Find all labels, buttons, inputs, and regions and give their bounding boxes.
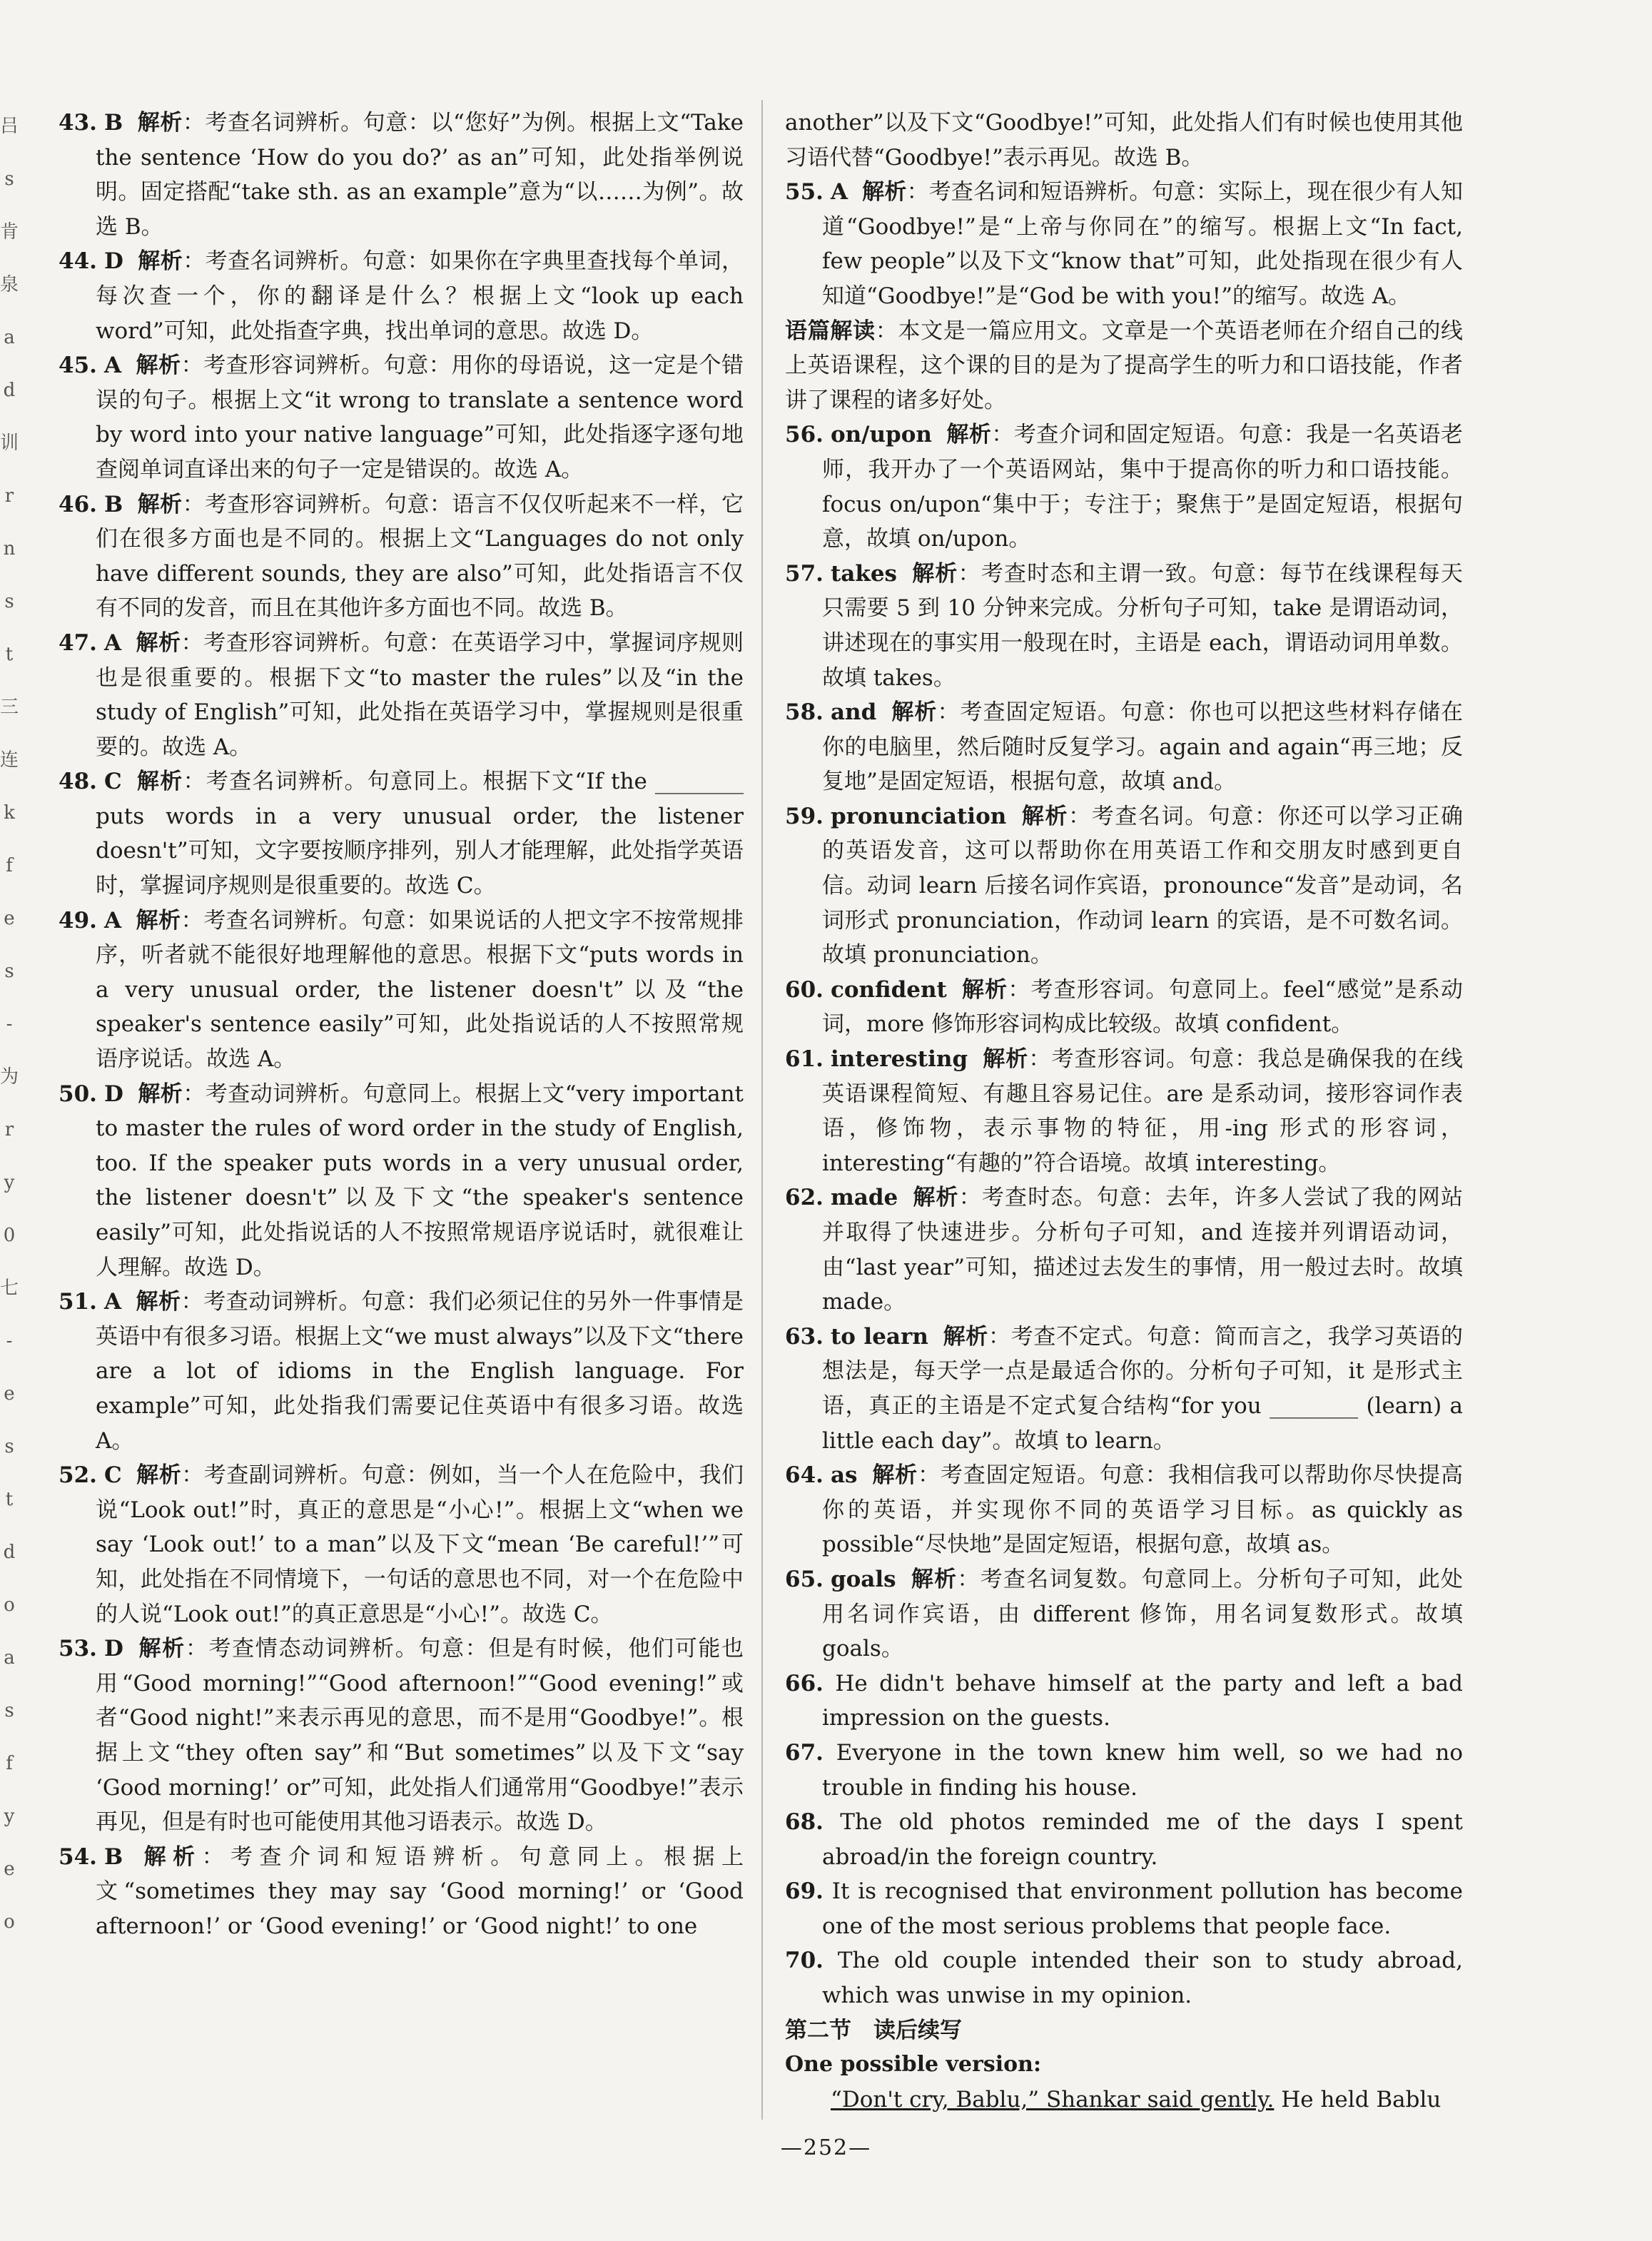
answer-key: C: [103, 769, 122, 795]
analysis-label: 解析: [891, 699, 938, 726]
edge-char: e: [4, 1858, 15, 1880]
sentence-number: 70.: [785, 1948, 824, 1974]
analysis-text: 考查时态。句意：去年，许多人尝试了我的网站并取得了快速进步。分析句子可知，and 连接并列谓语动词，由“last year”可知，描述过去发生的事情，用一般过去时。故填 made。: [822, 1185, 1464, 1315]
answer-entry: 54. B 解析：考查介词和短语辨析。句意同上。根据上文“sometimes they may say ‘Good morning!’ or ‘Good afternoon!’ or ‘Good evening!’ or ‘Good night!’ to one: [59, 1843, 744, 1939]
answer-number: 47.: [59, 629, 97, 656]
analysis-text: 考查固定短语。句意：你也可以把这些材料存储在你的电脑里，然后随时反复学习。again and again“再三地；反复地”是固定短语，根据句意，故填 and。: [822, 699, 1464, 795]
left-column: [59, 106, 744, 1943]
analysis-label: 解析: [946, 422, 992, 448]
edge-char: 吕: [0, 116, 19, 137]
answer-number: 50.: [59, 1081, 97, 1107]
edge-char: a: [4, 1647, 15, 1669]
passage-analysis-text: 本文是一篇应用文。文章是一个英语老师在介绍自己的线上英语课程，这个课的目的是为了提高学生的听力和口语技能，作者讲了课程的诸多好处。: [785, 318, 1464, 413]
answer-number: 62.: [785, 1185, 824, 1211]
answer-number: 58.: [785, 699, 824, 726]
answer-key: and: [830, 699, 877, 726]
answer-entry: 63. to learn 解析：考查不定式。句意：简而言之，我学习英语的想法是，每天学一点是最适合你的。分析句子可知，it 是形式主语，真正的主语是不定式复合结构“for you ________ (learn) a little each day”。故填 to learn。: [785, 1323, 1464, 1454]
answer-number: 56.: [785, 422, 824, 448]
analysis-label: 解析: [137, 1843, 202, 1870]
edge-char: 肯: [0, 221, 19, 243]
answer-entry: 58. and 解析：考查固定短语。句意：你也可以把这些材料存储在你的电脑里，然后随时反复学习。again and again“再三地；反复地”是固定短语，根据句意，故填 and。: [785, 699, 1464, 795]
edge-char: s: [4, 1700, 14, 1721]
edge-char: a: [4, 327, 15, 348]
edge-char: e: [4, 1383, 15, 1405]
answer-entry: 55. A 解析：考查名词和短语辨析。句意：实际上，现在很少有人知道“Goodbye!”是“上帝与你同在”的缩写。根据上文“In fact, few people”以及下文“know that”可知，此处指现在很少有人知道“Goodbye!”是“God be with you!”的缩写。故选 A。: [785, 179, 1464, 309]
answer-key: on/upon: [830, 422, 932, 448]
answer-key: B: [103, 1843, 123, 1870]
analysis-text: 考查名词和短语辨析。句意：实际上，现在很少有人知道“Goodbye!”是“上帝与你同在”的缩写。根据上文“In fact, few people”以及下文“know that”可知，此处指现在很少有人知道“Goodbye!”是“God be with you!”的缩写。故选 A。: [822, 179, 1464, 309]
answer-number: 53.: [59, 1636, 97, 1662]
edge-char: 为: [0, 1066, 19, 1088]
answer-number: 64.: [785, 1462, 824, 1489]
column-divider: [761, 100, 763, 2120]
edge-char: 训: [0, 432, 19, 454]
analysis-text: 考查形容词辨析。句意：在英语学习中，掌握词序规则也是很重要的。根据下文“to master the rules”以及“in the study of English”可知，此处指在英语学习中，掌握规则是很重要的。故选 A。: [96, 629, 744, 760]
answer-key: interesting: [830, 1046, 968, 1073]
section-title: 第二节 读后续写: [785, 2017, 962, 2043]
answer-entry: 56. on/upon 解析：考查介词和固定短语。句意：我是一名英语老师，我开办了一个英语网站，集中于提高你的听力和口语技能。focus on/upon“集中于；专注于；聚焦于”是固定短语，根据句意，故填 on/upon。: [785, 422, 1464, 552]
analysis-text: 考查名词辨析。句意同上。根据下文“If the ________ puts words in a very unusual order, the listener doesn't”可知，文字要按顺序排列，别人才能理解，此处指学英语时，掌握词序规则是很重要的。故选 C。: [96, 769, 744, 899]
answer-entry: 46. B 解析：考查形容词辨析。句意：语言不仅仅听起来不一样，它们在很多方面也是不同的。根据上文“Languages do not only have different sounds, they are also”可知，此处指语言不仅有不同的发音，而且在其他许多方面也不同。故选 B。: [59, 491, 744, 622]
answer-entry: 44. D 解析：考查名词辨析。句意：如果你在字典里查找每个单词，每次查一个，你的翻译是什么？根据上文“look up each word”可知，此处指查字典，找出单词的意思。故选 D。: [59, 248, 744, 344]
analysis-text: 考查名词辨析。句意：如果你在字典里查找每个单词，每次查一个，你的翻译是什么？根据上文“look up each word”可知，此处指查字典，找出单词的意思。故选 D。: [96, 248, 744, 344]
right-column: [785, 106, 1463, 2117]
sentence-number: 69.: [785, 1878, 824, 1905]
analysis-text: 考查介词和固定短语。句意：我是一名英语老师，我开办了一个英语网站，集中于提高你的听力和口语技能。focus on/upon“集中于；专注于；聚焦于”是固定短语，根据句意，故填 on/upon。: [822, 422, 1464, 552]
edge-char: 0: [3, 1225, 16, 1246]
analysis-text: 考查名词辨析。句意：如果说话的人把文字不按常规排序，听者就不能很好地理解他的意思。根据下文“puts words in a very unusual order, the listener doesn't”以及“the speaker's sentence easily”可知，此处指说话的人不按照常规语序说话。故选 A。: [96, 907, 744, 1073]
edge-char: e: [4, 908, 15, 929]
answer-key: D: [103, 1081, 123, 1107]
answer-key: takes: [830, 560, 897, 587]
analysis-label: 解析: [136, 353, 181, 379]
answer-entry: 60. confident 解析：考查形容词。句意同上。feel“感觉”是系动词，more 修饰形容词构成比较级。故填 confident。: [785, 976, 1464, 1038]
edge-char: d: [3, 380, 16, 401]
answer-number: 51.: [59, 1289, 97, 1315]
analysis-label: 解析: [910, 1566, 958, 1592]
edge-char: s: [4, 168, 14, 190]
analysis-text: 考查副词辨析。句意：例如，当一个人在危险中，我们说“Look out!”时，真正的意思是“小心!”。根据上文“when we say ‘Look out!’ to a man”以及下文“mean ‘Be careful!’”可知，此处指在不同情境下，一句话的意思也不同，对一个在危险中的人说“Look out!”的真正意思是“小心!”。故选 C。: [96, 1462, 744, 1627]
translation-sentence: [785, 1805, 1463, 1874]
answer-entry: 53. D 解析：考查情态动词辨析。句意：但是有时候，他们可能也用“Good morning!”“Good afternoon!”“Good evening!”或者“Good night!”来表示再见的意思，而不是用“Goodbye!”。根据上文“they often say”和“But sometimes”以及下文“say ‘Good morning!’ or”可知，此处指人们通常用“Goodbye!”表示再见，但是有时也可能使用其他习语表示。故选 D。: [59, 1636, 744, 1836]
analysis-label: 解析: [136, 1462, 182, 1489]
answer-entry: 51. A 解析：考查动词辨析。句意：我们必须记住的另外一件事情是英语中有很多习语。根据上文“we must always”以及下文“there are a lot of idioms in the English language. For example”可知，此处指我们需要记住英语中有很多习语。故选 A。: [59, 1289, 744, 1454]
answer-entry: 52. C 解析：考查副词辨析。句意：例如，当一个人在危险中，我们说“Look out!”时，真正的意思是“小心!”。根据上文“when we say ‘Look out!’ to a man”以及下文“mean ‘Be careful!’”可知，此处指在不同情境下，一句话的意思也不同，对一个在危险中的人说“Look out!”的真正意思是“小心!”。故选 C。: [59, 1462, 744, 1627]
answer-entry: 47. A 解析：考查形容词辨析。句意：在英语学习中，掌握词序规则也是很重要的。根据下文“to master the rules”以及“in the study of English”可知，此处指在英语学习中，掌握规则是很重要的。故选 A。: [59, 629, 744, 760]
analysis-label: 解析: [1020, 803, 1069, 829]
answer-entry: 57. takes 解析：考查时态和主谓一致。句意：每节在线课程每天只需要 5 到 10 分钟来完成。分析句子可知，take 是谓语动词，讲述现在的事实用一般现在时，主语是 each，谓语动词用单数。故填 takes。: [785, 560, 1464, 691]
answer-entry: 43. B 解析：考查名词辨析。句意：以“您好”为例。根据上文“Take the sentence ‘How do you do?’ as an”可知，此处指举例说明。固定搭配“take sth. as an example”意为“以……为例”。故选 B。: [59, 110, 744, 240]
analysis-label: 解析: [982, 1046, 1029, 1073]
edge-char: 泉: [0, 274, 19, 295]
sentence-number: 66.: [785, 1670, 824, 1696]
edge-char: y: [4, 1806, 15, 1827]
answer-key: pronunciation: [830, 803, 1007, 829]
answer-number: 43.: [59, 110, 97, 136]
edge-char: r: [4, 1119, 14, 1140]
analysis-label: 解析: [911, 560, 958, 587]
analysis-text: 考查介词和短语辨析。句意同上。根据上文“sometimes they may say ‘Good morning!’ or ‘Good afternoon!’ or ‘Good evening!’ or ‘Good night!’ to one: [96, 1843, 744, 1939]
edge-char: 七: [0, 1278, 19, 1299]
analysis-label: 解析: [137, 110, 183, 136]
edge-char: n: [3, 538, 16, 560]
answer-key: made: [830, 1185, 898, 1211]
story-rest: He held Bablu: [1274, 2086, 1441, 2113]
edge-char: -: [6, 1330, 13, 1352]
answer-entry: 45. A 解析：考查形容词辨析。句意：用你的母语说，这一定是个错误的句子。根据上文“it wrong to translate a sentence word by word into your native language”可知，此处指逐字逐句地查阅单词直译出来的句子一定是错误的。故选 A。: [59, 353, 744, 482]
edge-char: -: [6, 1013, 13, 1035]
sentence-text: The old photos reminded me of the days I spent abroad/in the foreign country.: [822, 1809, 1463, 1870]
sentence-number: 68.: [785, 1809, 824, 1836]
edge-char: f: [6, 1753, 13, 1774]
sentence-text: The old couple intended their son to study abroad, which was unwise in my opinion.: [822, 1948, 1464, 2009]
edge-char: s: [4, 1436, 14, 1457]
analysis-text: 考查形容词。句意：我总是确保我的在线英语课程简短、有趣且容易记住。are 是系动词，接形容词作表语，修饰物，表示事物的特征，用-ing 形式的形容词，interesting“有趣的”符合语境。故填 interesting。: [822, 1046, 1464, 1176]
answer-entry: 59. pronunciation 解析：考查名词。句意：你还可以学习正确的英语发音，这可以帮助你在用英语工作和交朋友时感到更自信。动词 learn 后接名词作宾语，pronounce“发音”是动词，名词形式 pronunciation，作动词 learn 的宾语，是不可数名词。故填 pronunciation。: [785, 803, 1464, 968]
edge-char: d: [3, 1542, 16, 1563]
answer-entry: 65. goals 解析：考查名词复数。句意同上。分析句子可知，此处用名词作宾语，由 different 修饰，用名词复数形式。故填 goals。: [785, 1566, 1464, 1662]
answer-number: 59.: [785, 803, 824, 829]
answer-entry: 62. made 解析：考查时态。句意：去年，许多人尝试了我的网站并取得了快速进步。分析句子可知，and 连接并列谓语动词，由“last year”可知，描述过去发生的事情，用一般过去时。故填 made。: [785, 1185, 1464, 1315]
answer-number: 54.: [59, 1843, 97, 1870]
story-underlined: “Don't cry, Bablu,” Shankar said gently.: [831, 2086, 1275, 2113]
translation-sentence: [785, 1943, 1463, 2013]
edge-char: t: [5, 1489, 14, 1510]
analysis-label: 解析: [136, 907, 181, 934]
edge-char: r: [4, 485, 14, 507]
answer-key: A: [103, 907, 121, 934]
analysis-label: 解析: [136, 1289, 181, 1315]
analysis-text: 考查名词复数。句意同上。分析句子可知，此处用名词作宾语，由 different 修饰，用名词复数形式。故填 goals。: [822, 1566, 1464, 1662]
analysis-text: 考查动词辨析。句意：我们必须记住的另外一件事情是英语中有很多习语。根据上文“we must always”以及下文“there are a lot of idioms in the English language. For example”可知，此处指我们需要记住英语中有很多习语。故选 A。: [96, 1289, 744, 1454]
edge-char: f: [6, 855, 13, 876]
answer-number: 44.: [59, 248, 97, 275]
answer-key: C: [103, 1462, 122, 1489]
analysis-text: 考查形容词。句意同上。feel“感觉”是系动词，more 修饰形容词构成比较级。故填 confident。: [822, 976, 1464, 1038]
answer-key: A: [103, 629, 121, 656]
analysis-label: 解析: [137, 1636, 186, 1662]
answer-number: 55.: [785, 179, 824, 206]
analysis-label: 解析: [912, 1185, 959, 1211]
answer-key: A: [103, 1289, 121, 1315]
edge-char: s: [4, 591, 14, 612]
passage-analysis: 语篇解读：本文是一篇应用文。文章是一个英语老师在介绍自己的线上英语课程，这个课的目的是为了提高学生的听力和口语技能，作者讲了课程的诸多好处。: [785, 318, 1464, 413]
sentence-text: He didn't behave himself at the party and left a bad impression on the guests.: [822, 1670, 1463, 1731]
analysis-text: 考查名词。句意：你还可以学习正确的英语发音，这可以帮助你在用英语工作和交朋友时感到更自信。动词 learn 后接名词作宾语，pronounce“发音”是动词，名词形式 pronunciation，作动词 learn 的宾语，是不可数名词。故填 pronunciation。: [822, 803, 1464, 968]
analysis-label: 解析: [136, 769, 183, 795]
edge-char: y: [4, 1172, 15, 1193]
answer-entry: 49. A 解析：考查名词辨析。句意：如果说话的人把文字不按常规排序，听者就不能很好地理解他的意思。根据下文“puts words in a very unusual order, the listener doesn't”以及“the speaker's sentence easily”可知，此处指说话的人不按照常规语序说话。故选 A。: [59, 907, 744, 1073]
version-label: One possible version:: [785, 2052, 1042, 2078]
answer-number: 60.: [785, 976, 824, 1003]
story-opening: [785, 2083, 1463, 2118]
answer-key: as: [830, 1462, 858, 1489]
analysis-text: 考查不定式。句意：简而言之，我学习英语的想法是，每天学一点是最适合你的。分析句子可知，it 是形式主语，真正的主语是不定式复合结构“for you ________ (learn) a little each day”。故填 to learn。: [822, 1323, 1464, 1454]
answer-entry: 48. C 解析：考查名词辨析。句意同上。根据下文“If the ________ puts words in a very unusual order, the listener doesn't”可知，文字要按顺序排列，别人才能理解，此处指学英语时，掌握词序规则是很重要的。故选 C。: [59, 769, 744, 899]
sentence-number: 67.: [785, 1739, 824, 1766]
translation-sentence: [785, 1736, 1463, 1805]
left-edge-bleed: [0, 100, 19, 1956]
answer-number: 57.: [785, 560, 824, 587]
answer-key: B: [103, 491, 123, 517]
edge-char: o: [4, 1594, 15, 1616]
analysis-label: 解析: [961, 976, 1008, 1003]
analysis-text: 考查名词辨析。句意：以“您好”为例。根据上文“Take the sentence ‘How do you do?’ as an”可知，此处指举例说明。固定搭配“take sth. as an example”意为“以……为例”。故选 B。: [96, 110, 744, 240]
edge-char: 连: [0, 749, 19, 771]
answer-54-continuation: another”以及下文“Goodbye!”可知，此处指人们有时候也使用其他习语代替“Goodbye!”表示再见。故选 B。: [785, 110, 1463, 171]
analysis-label: 解析: [137, 1081, 183, 1107]
answer-key: A: [830, 179, 848, 206]
edge-char: o: [4, 1911, 15, 1933]
analysis-label: 解析: [136, 629, 181, 656]
analysis-text: 考查动词辨析。句意同上。根据上文“very important to master the rules of word order in the study of English, too. If the speaker puts words in a very unusual order, the listener doesn't”以及下文“the speaker's sentence easily”可知，此处指说话的人不按照常规语序说话时，就很难让人理解。故选 D。: [96, 1081, 744, 1280]
answer-key: to learn: [830, 1323, 928, 1350]
answer-entry: 61. interesting 解析：考查形容词。句意：我总是确保我的在线英语课程简短、有趣且容易记住。are 是系动词，接形容词作表语，修饰物，表示事物的特征，用-ing 形式的形容词，interesting“有趣的”符合语境。故填 interesting。: [785, 1046, 1464, 1176]
answer-key: confident: [830, 976, 947, 1003]
sentence-text: It is recognised that environment pollution has become one of the most serious problems that people face.: [822, 1878, 1463, 1939]
analysis-label: 解析: [137, 248, 183, 275]
answer-entry: 50. D 解析：考查动词辨析。句意同上。根据上文“very important to master the rules of word order in the study of English, too. If the speaker puts words in a very unusual order, the listener doesn't”以及下文“the speaker's sentence easily”可知，此处指说话的人不按照常规语序说话时，就很难让人理解。故选 D。: [59, 1081, 744, 1280]
answer-number: 61.: [785, 1046, 824, 1073]
translation-sentence: [785, 1874, 1463, 1943]
analysis-label: 解析: [871, 1462, 918, 1489]
answer-key: A: [103, 353, 121, 379]
page-number: —252—: [780, 2135, 872, 2160]
answer-key: goals: [830, 1566, 896, 1592]
analysis-label: 解析: [862, 179, 907, 206]
answer-number: 45.: [59, 353, 97, 379]
analysis-text: 考查形容词辨析。句意：语言不仅仅听起来不一样，它们在很多方面也是不同的。根据上文“Languages do not only have different sounds, they are also”可知，此处指语言不仅有不同的发音，而且在其他许多方面也不同。故选 B。: [96, 491, 744, 622]
answer-key: B: [103, 110, 123, 136]
sentence-text: Everyone in the town knew him well, so we had no trouble in finding his house.: [822, 1739, 1464, 1801]
answer-key: D: [103, 1636, 123, 1662]
analysis-label: 解析: [942, 1323, 988, 1350]
analysis-text: 考查情态动词辨析。句意：但是有时候，他们可能也用“Good morning!”“Good afternoon!”“Good evening!”或者“Good night!”来表示再见的意思，而不是用“Goodbye!”。根据上文“they often say”和“But sometimes”以及下文“say ‘Good morning!’ or”可知，此处指人们通常用“Goodbye!”表示再见，但是有时也可能使用其他习语表示。故选 D。: [96, 1636, 744, 1836]
analysis-text: 考查时态和主谓一致。句意：每节在线课程每天只需要 5 到 10 分钟来完成。分析句子可知，take 是谓语动词，讲述现在的事实用一般现在时，主语是 each，谓语动词用单数。故填 takes。: [822, 560, 1464, 691]
edge-char: t: [5, 644, 14, 665]
answer-number: 65.: [785, 1566, 824, 1592]
analysis-text: 考查形容词辨析。句意：用你的母语说，这一定是个错误的句子。根据上文“it wrong to translate a sentence word by word into your native language”可知，此处指逐字逐句地查阅单词直译出来的句子一定是错误的。故选 A。: [96, 353, 744, 482]
edge-char: k: [4, 802, 15, 824]
answer-number: 52.: [59, 1462, 97, 1489]
passage-analysis-label: 语篇解读: [785, 318, 876, 344]
answer-number: 48.: [59, 769, 97, 795]
edge-char: 三: [0, 697, 19, 718]
answer-number: 46.: [59, 491, 97, 517]
answer-key: D: [103, 248, 123, 275]
analysis-text: 考查固定短语。句意：我相信我可以帮助你尽快提高你的英语，并实现你不同的英语学习目标。as quickly as possible“尽快地”是固定短语，根据句意，故填 as。: [822, 1462, 1464, 1558]
answer-number: 63.: [785, 1323, 824, 1350]
analysis-label: 解析: [137, 491, 183, 517]
answer-entry: 64. as 解析：考查固定短语。句意：我相信我可以帮助你尽快提高你的英语，并实现你不同的英语学习目标。as quickly as possible“尽快地”是固定短语，根据句意，故填 as。: [785, 1462, 1464, 1558]
answer-number: 49.: [59, 907, 97, 934]
edge-char: s: [4, 961, 14, 982]
translation-sentence: [785, 1666, 1463, 1736]
